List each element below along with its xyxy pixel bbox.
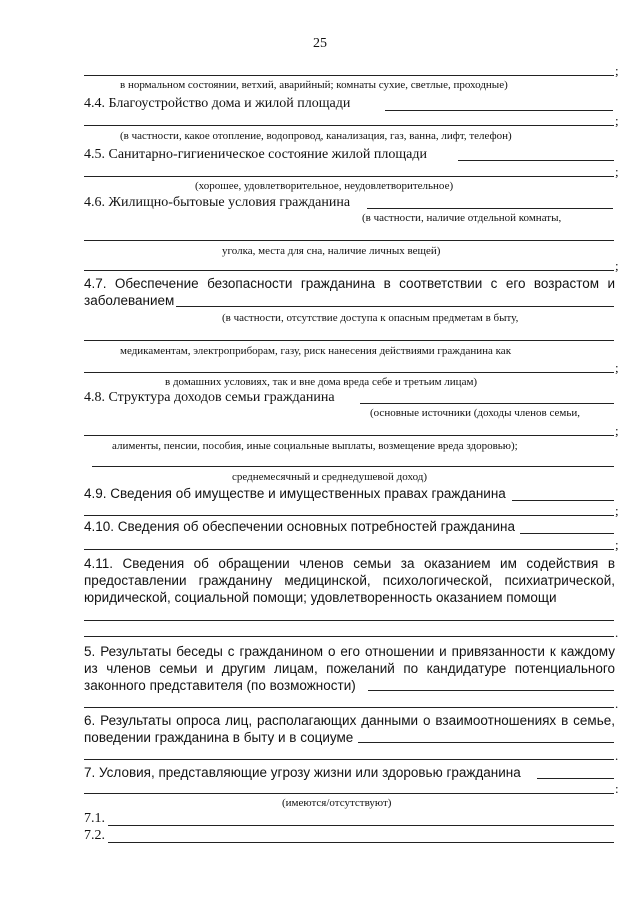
semicolon: ; bbox=[615, 258, 619, 273]
item-4-11: 4.11. Сведения об обращении членов семьи за оказанием им содействия в предоставлении гражданину медицинской, психологической, психиатрической, юридической, социальной помощи; удовлетворенность оказанием помощи bbox=[84, 556, 615, 605]
fill-line bbox=[84, 240, 614, 241]
colon: : bbox=[615, 781, 619, 796]
caption-income-c: среднемесячный и среднедушевой доход) bbox=[232, 471, 428, 483]
period: . bbox=[615, 625, 619, 640]
semicolon: ; bbox=[615, 360, 619, 375]
fill-line bbox=[385, 110, 613, 111]
item-4-10: 4.10. Сведения об обеспечении основных потребностей гражданина bbox=[84, 519, 515, 534]
fill-line bbox=[520, 533, 614, 534]
item-4-7-line2: заболеванием bbox=[84, 293, 175, 308]
fill-line bbox=[84, 270, 614, 271]
caption-threats: (имеются/отсутствуют) bbox=[282, 797, 392, 809]
fill-line bbox=[84, 125, 614, 126]
fill-line bbox=[84, 549, 614, 550]
fill-line bbox=[84, 515, 614, 516]
item-4-8: 4.8. Структура доходов семьи гражданина bbox=[84, 390, 335, 405]
item-4-9: 4.9. Сведения об имуществе и имущественных правах гражданина bbox=[84, 486, 506, 501]
caption-sanitary: (хорошее, удовлетворительное, неудовлетворительное) bbox=[195, 180, 454, 192]
section-7: 7. Условия, представляющие угрозу жизни или здоровью гражданина bbox=[84, 765, 521, 780]
fill-line bbox=[368, 690, 614, 691]
semicolon: ; bbox=[615, 63, 619, 78]
caption-safety-a: (в частности, отсутствие доступа к опасным предметам в быту, bbox=[222, 312, 519, 324]
section-5: 5. Результаты беседы с гражданином о его отношении и привязанности к каждому из членов семьи и другим лицам, пожеланий по кандидатуре потенциального законного представителя (по возможности) bbox=[84, 644, 615, 693]
caption-house-condition: в нормальном состоянии, ветхий, аварийный; комнаты сухие, светлые, проходные) bbox=[120, 79, 508, 91]
caption-safety-c: в домашних условиях, так и вне дома вреда себе и третьим лицам) bbox=[165, 376, 478, 388]
item-4-4: 4.4. Благоустройство дома и жилой площади bbox=[84, 96, 351, 111]
semicolon: ; bbox=[615, 164, 619, 179]
fill-line bbox=[84, 759, 614, 760]
item-7-1: 7.1. bbox=[84, 811, 105, 826]
fill-line bbox=[84, 636, 614, 637]
semicolon: ; bbox=[615, 423, 619, 438]
fill-line bbox=[367, 208, 613, 209]
fill-line bbox=[358, 742, 614, 743]
caption-amenities: (в частности, какое отопление, водопровод, канализация, газ, ванна, лифт, телефон) bbox=[120, 130, 512, 142]
fill-line bbox=[537, 778, 614, 779]
item-4-5: 4.5. Санитарно-гигиеническое состояние жилой площади bbox=[84, 147, 427, 162]
caption-safety-b: медикаментам, электроприборам, газу, риск нанесения действиями гражданина как bbox=[120, 345, 512, 357]
semicolon: ; bbox=[615, 503, 619, 518]
caption-income-b: алименты, пенсии, пособия, иные социальные выплаты, возмещение вреда здоровью); bbox=[112, 440, 518, 452]
fill-line bbox=[84, 372, 614, 373]
caption-living-a: (в частности, наличие отдельной комнаты, bbox=[362, 212, 562, 224]
fill-line bbox=[84, 793, 614, 794]
fill-line bbox=[84, 176, 614, 177]
fill-line bbox=[512, 500, 614, 501]
fill-line bbox=[84, 707, 614, 708]
fill-line bbox=[176, 306, 614, 307]
caption-income-a: (основные источники (доходы членов семьи, bbox=[370, 407, 580, 419]
caption-living-b: уголка, места для сна, наличие личных вещей) bbox=[222, 245, 441, 257]
section-6: 6. Результаты опроса лиц, располагающих данными о взаимоотношениях в семье, поведении гражданина в быту и в социуме bbox=[84, 713, 615, 745]
period: . bbox=[615, 696, 619, 711]
item-7-2: 7.2. bbox=[84, 828, 105, 843]
fill-line bbox=[92, 466, 614, 467]
fill-line bbox=[108, 825, 614, 826]
period: . bbox=[615, 748, 619, 763]
fill-line bbox=[84, 75, 614, 76]
semicolon: ; bbox=[615, 113, 619, 128]
fill-line bbox=[84, 340, 614, 341]
fill-line bbox=[84, 435, 614, 436]
semicolon: ; bbox=[615, 537, 619, 552]
page-number: 25 bbox=[313, 36, 327, 51]
item-4-7-line1: 4.7. Обеспечение безопасности гражданина в соответствии с его возрастом и bbox=[84, 276, 615, 291]
item-4-6: 4.6. Жилищно-бытовые условия гражданина bbox=[84, 195, 351, 210]
fill-line bbox=[84, 620, 614, 621]
fill-line bbox=[360, 403, 614, 404]
fill-line bbox=[458, 160, 614, 161]
fill-line bbox=[108, 842, 614, 843]
